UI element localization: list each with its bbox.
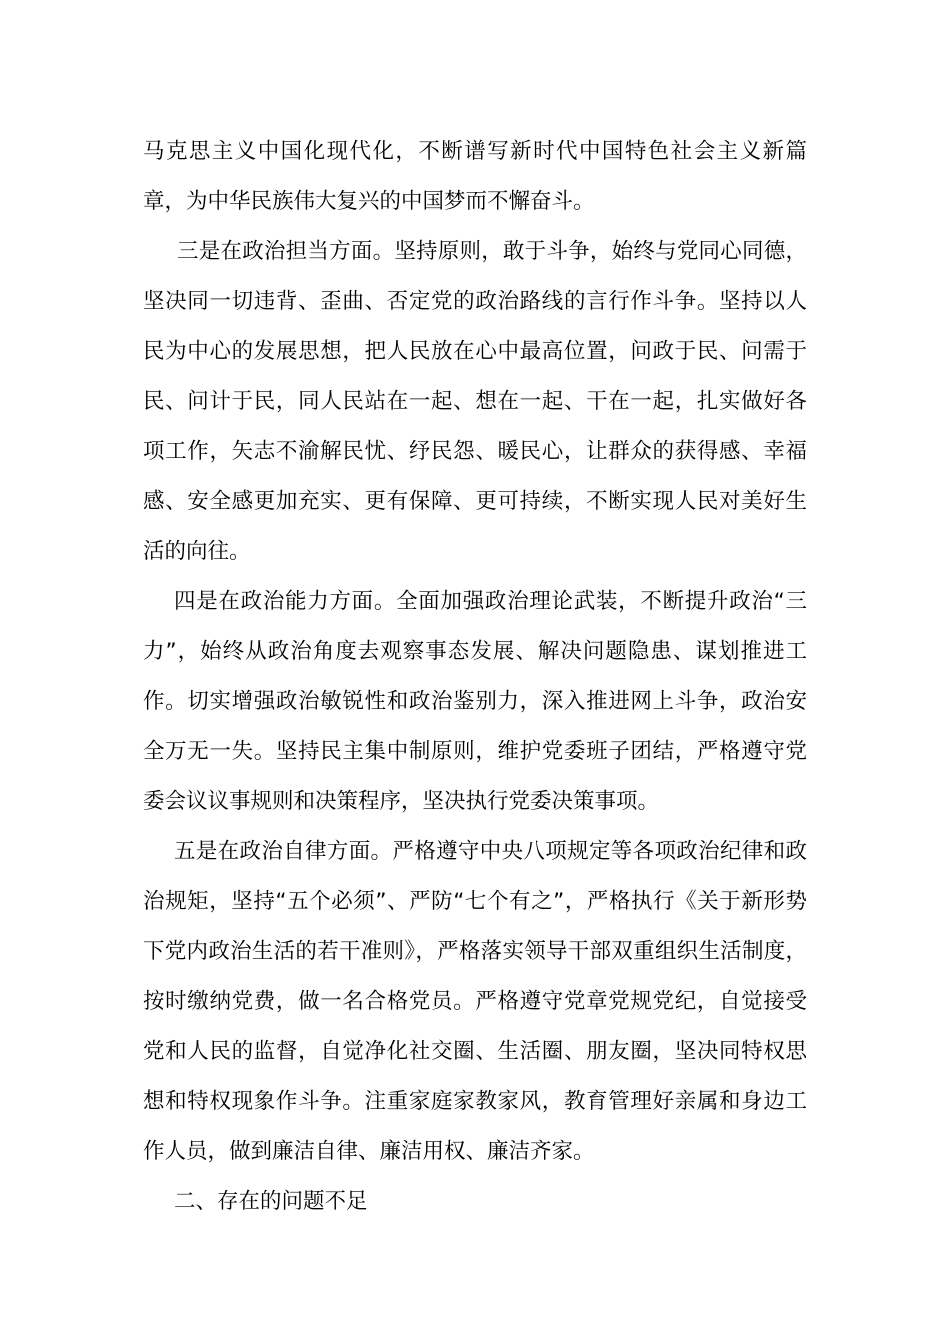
paragraph-continuation: 马克思主义中国化现代化，不断谱写新时代中国特色社会主义新篇章，为中华民族伟大复兴的中国梦而不懈奋斗。 bbox=[143, 139, 807, 214]
paragraph-political-ability: 四是在政治能力方面。全面加强政治理论武装，不断提升政治“三力”，始终从政治角度去观察事态发展、解决问题隐患、谋划推进工作。切实增强政治敏锐性和政治鉴别力，深入推进网上斗争，政治安全万无一失。坚持民主集中制原则，维护党委班子团结，严格遵守党委会议议事规则和决策程序，坚决执行党委决策事项。 bbox=[143, 589, 807, 814]
paragraph-political-self-discipline: 五是在政治自律方面。严格遵守中央八项规定等各项政治纪律和政治规矩，坚持“五个必须”、严防“七个有之”，严格执行《关于新形势下党内政治生活的若干准则》，严格落实领导干部双重组织生活制度，按时缴纳党费，做一名合格党员。严格遵守党章党规党纪，自觉接受党和人民的监督，自觉净化社交圈、生活圈、朋友圈，坚决同特权思想和特权现象作斗争。注重家庭家教家风，教育管理好亲属和身边工作人员，做到廉洁自律、廉洁用权、廉洁齐家。 bbox=[143, 839, 807, 1164]
document-body bbox=[143, 127, 807, 1227]
paragraph-political-responsibility: 三是在政治担当方面。坚持原则，敢于斗争，始终与党同心同德，坚决同一切违背、歪曲、否定党的政治路线的言行作斗争。坚持以人民为中心的发展思想，把人民放在心中最高位置，问政于民、问需于民、问计于民，同人民站在一起、想在一起、干在一起，扎实做好各项工作，矢志不渝解民忧、纾民怨、暖民心，让群众的获得感、幸福感、安全感更加充实、更有保障、更可持续，不断实现人民对美好生活的向往。 bbox=[143, 239, 807, 564]
section-heading-problems: 二、存在的问题不足 bbox=[174, 1189, 368, 1214]
